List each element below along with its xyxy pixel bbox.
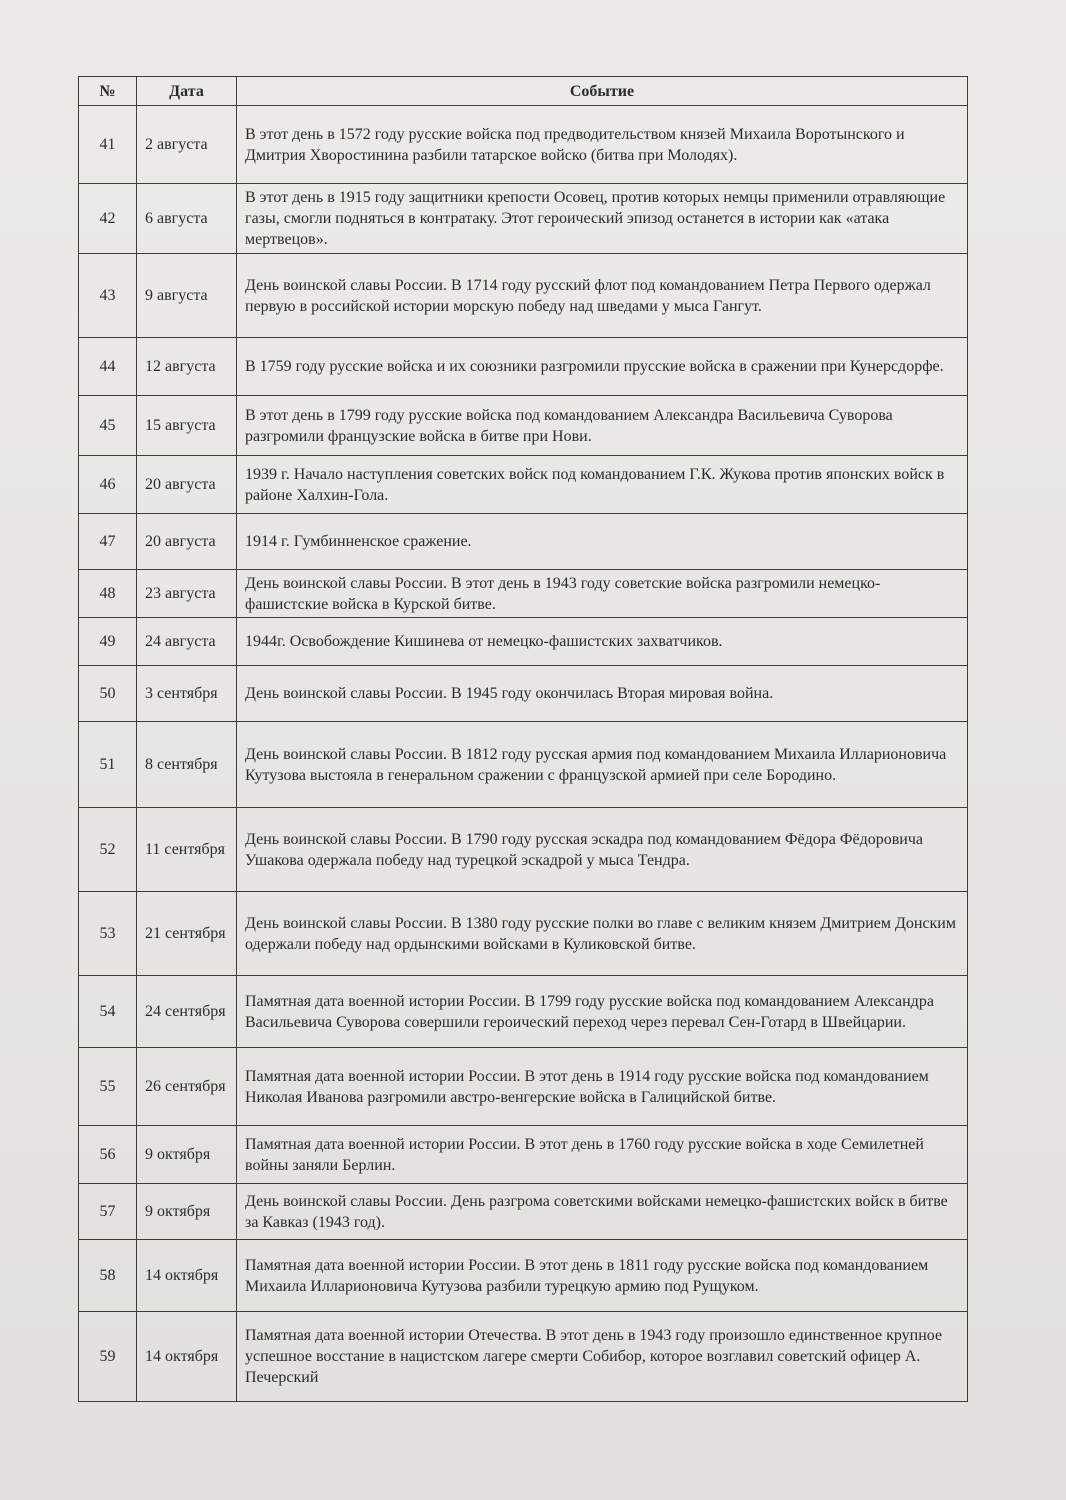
row-date: 12 августа [137,338,237,396]
row-date: 8 сентября [137,722,237,808]
row-number: 55 [79,1048,137,1126]
row-date: 9 октября [137,1126,237,1184]
row-event: Памятная дата военной истории России. В этот день в 1811 году русские войска под командованием Михаила Илларионовича Кутузова разбили турецкую армию под Рущуком. [237,1240,968,1312]
table-row [79,456,968,514]
row-number: 54 [79,976,137,1048]
table-row [79,1312,968,1402]
row-number: 56 [79,1126,137,1184]
row-event: Памятная дата военной истории России. В 1799 году русские войска под командованием Александра Васильевича Суворова совершили героический переход через перевал Сен-Готард в Швейцарии. [237,976,968,1048]
table-row [79,666,968,722]
table-header-row [79,77,968,106]
header-number: № [79,77,137,106]
table-row [79,184,968,254]
row-number: 48 [79,570,137,618]
table-row [79,892,968,976]
row-event: День воинской славы России. В 1945 году окончилась Вторая мировая война. [237,666,968,722]
row-number: 57 [79,1184,137,1240]
row-event: В этот день в 1572 году русские войска под предводительством князей Михаила Воротынского и Дмитрия Хворостинина разбили татарское войско (битва при Молодях). [237,106,968,184]
row-number: 42 [79,184,137,254]
row-date: 2 августа [137,106,237,184]
row-date: 14 октября [137,1312,237,1402]
row-number: 41 [79,106,137,184]
row-event: В 1759 году русские войска и их союзники разгромили прусские войска в сражении при Кунерсдорфе. [237,338,968,396]
table-row [79,570,968,618]
row-event: Памятная дата военной истории России. В этот день в 1914 году русские войска под командованием Николая Иванова разгромили австро-венгерские войска в Галицийской битве. [237,1048,968,1126]
table-row [79,1240,968,1312]
row-event: Памятная дата военной истории Отечества. В этот день в 1943 году произошло единственное крупное успешное восстание в нацистском лагере смерти Собибор, которое возглавил советский офицер А. Печерский [237,1312,968,1402]
table-row [79,106,968,184]
row-number: 46 [79,456,137,514]
row-date: 15 августа [137,396,237,456]
row-event: День воинской славы России. В 1812 году русская армия под командованием Михаила Илларионовича Кутузова выстояла в генеральном сражении с французской армией при селе Бородино. [237,722,968,808]
row-date: 23 августа [137,570,237,618]
table-row [79,722,968,808]
row-date: 21 сентября [137,892,237,976]
row-date: 20 августа [137,456,237,514]
row-date: 9 октября [137,1184,237,1240]
table-row [79,1048,968,1126]
events-table [78,76,968,1402]
table-row [79,808,968,892]
row-date: 24 сентября [137,976,237,1048]
row-number: 49 [79,618,137,666]
row-event: В этот день в 1799 году русские войска под командованием Александра Васильевича Суворова разгромили французские войска в битве при Нови. [237,396,968,456]
table-row [79,338,968,396]
row-event: День воинской славы России. В 1380 году русские полки во главе с великим князем Дмитрием Донским одержали победу над ордынскими войсками в Куликовской битве. [237,892,968,976]
row-number: 47 [79,514,137,570]
row-number: 50 [79,666,137,722]
row-event: День воинской славы России. В 1714 году русский флот под командованием Петра Первого одержал первую в российской истории морскую победу над шведами у мыса Гангут. [237,254,968,338]
row-date: 3 сентября [137,666,237,722]
header-event: Событие [237,77,968,106]
row-number: 58 [79,1240,137,1312]
table-row [79,618,968,666]
row-number: 44 [79,338,137,396]
table-row [79,1126,968,1184]
row-event: 1939 г. Начало наступления советских войск под командованием Г.К. Жукова против японских войск в районе Халхин-Гола. [237,456,968,514]
row-event: 1914 г. Гумбинненское сражение. [237,514,968,570]
row-date: 24 августа [137,618,237,666]
row-number: 45 [79,396,137,456]
row-event: День воинской славы России. В этот день в 1943 году советские войска разгромили немецко-фашистские войска в Курской битве. [237,570,968,618]
row-event: День воинской славы России. День разгрома советскими войсками немецко-фашистских войск в битве за Кавказ (1943 год). [237,1184,968,1240]
row-number: 59 [79,1312,137,1402]
table-row [79,254,968,338]
row-number: 51 [79,722,137,808]
row-date: 9 августа [137,254,237,338]
header-date: Дата [137,77,237,106]
row-date: 20 августа [137,514,237,570]
table-row [79,396,968,456]
row-event: День воинской славы России. В 1790 году русская эскадра под командованием Фёдора Фёдоровича Ушакова одержала победу над турецкой эскадрой у мыса Тендра. [237,808,968,892]
row-event: 1944г. Освобождение Кишинева от немецко-фашистских захватчиков. [237,618,968,666]
table-row [79,1184,968,1240]
row-number: 53 [79,892,137,976]
row-date: 14 октября [137,1240,237,1312]
row-number: 52 [79,808,137,892]
table-row [79,514,968,570]
row-event: В этот день в 1915 году защитники крепости Осовец, против которых немцы применили отравляющие газы, смогли подняться в контратаку. Этот героический эпизод останется в истории как «атака мертвецов». [237,184,968,254]
row-event: Памятная дата военной истории России. В этот день в 1760 году русские войска в ходе Семилетней войны заняли Берлин. [237,1126,968,1184]
row-date: 11 сентября [137,808,237,892]
table-row [79,976,968,1048]
row-number: 43 [79,254,137,338]
row-date: 6 августа [137,184,237,254]
row-date: 26 сентября [137,1048,237,1126]
